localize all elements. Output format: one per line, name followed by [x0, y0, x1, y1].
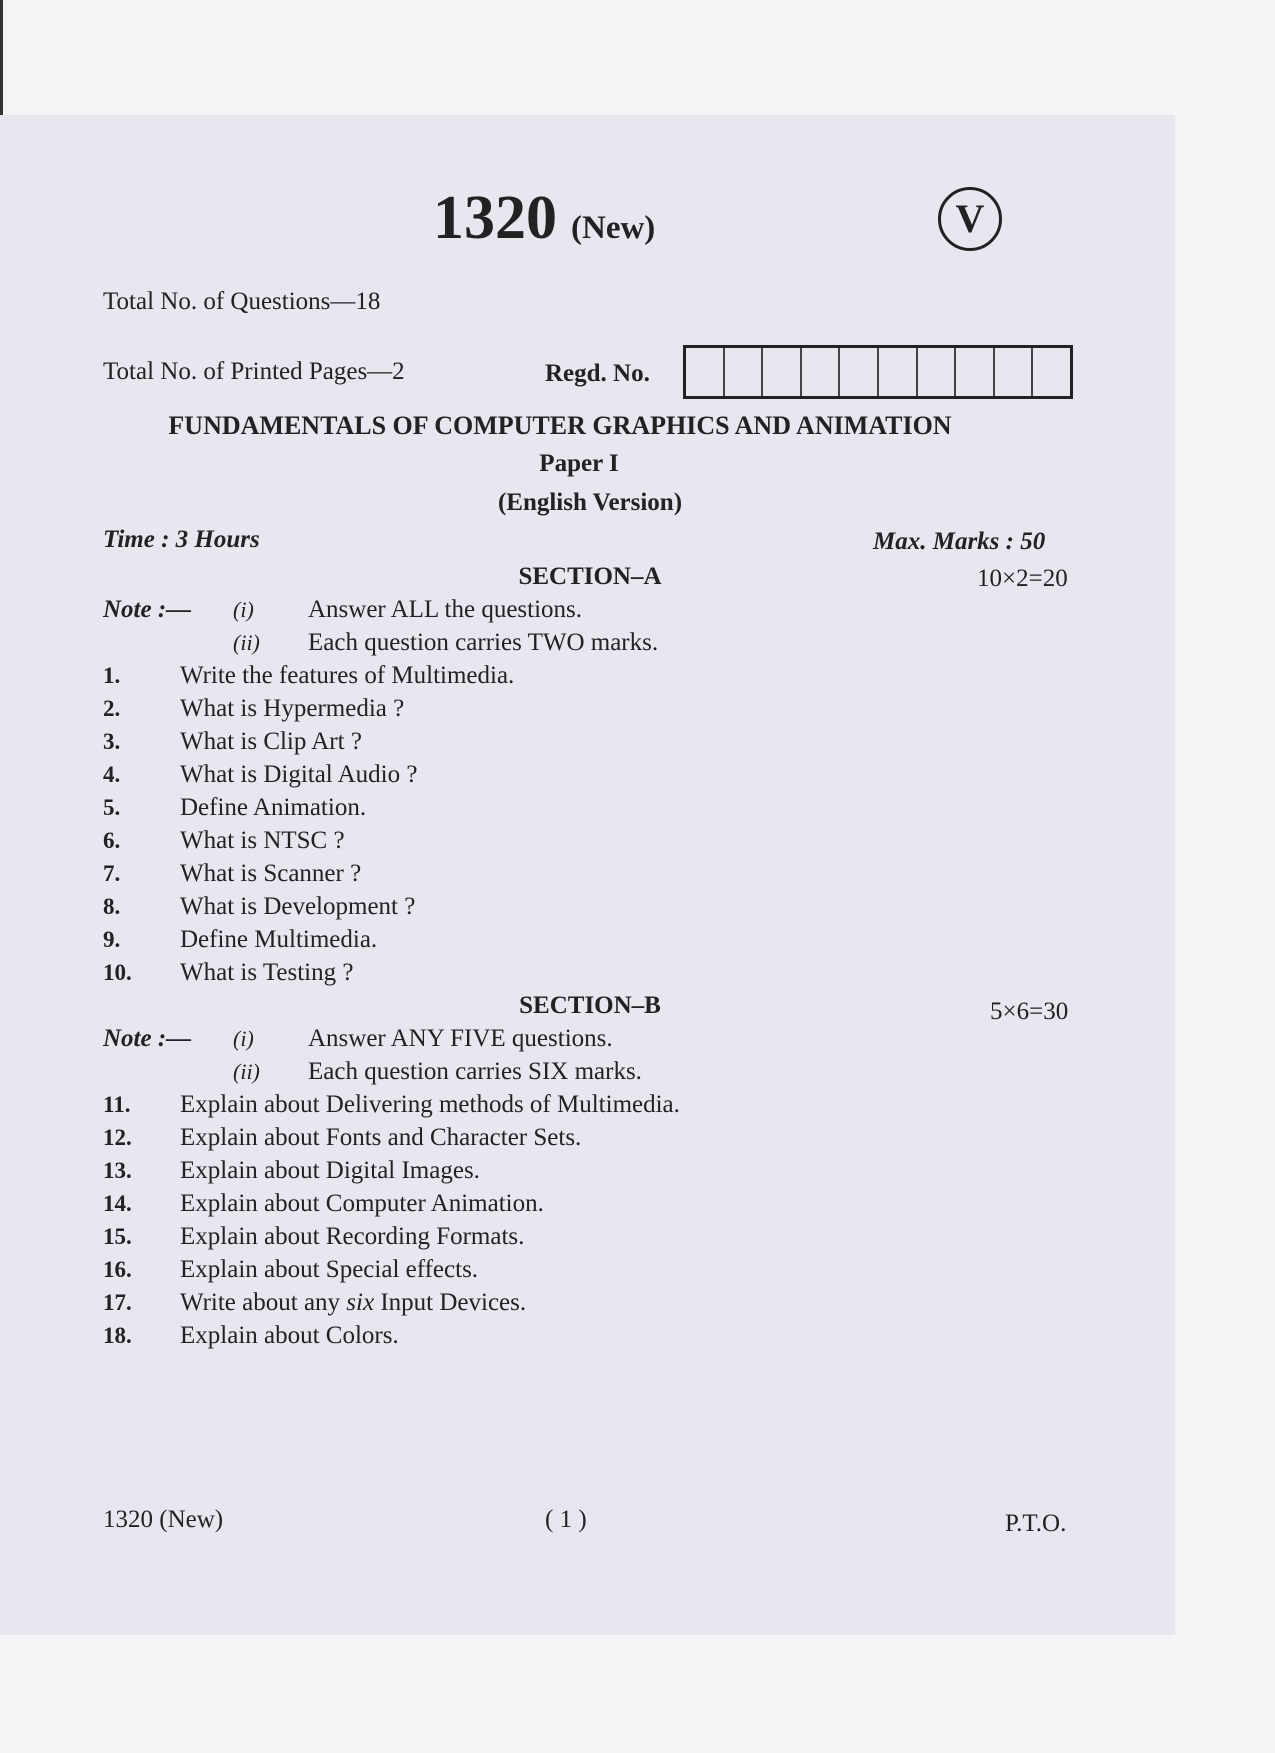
total-printed-pages: Total No. of Printed Pages—2 — [103, 358, 405, 385]
subject-title: FUNDAMENTALS OF COMPUTER GRAPHICS AND ANIMATION — [168, 411, 952, 440]
regd-digit-box[interactable] — [802, 348, 841, 396]
question-text: What is Digital Audio ? — [180, 761, 418, 788]
section-a-note-label: Note :— — [103, 596, 192, 623]
question-number: 16. — [103, 1257, 132, 1282]
question-number: 13. — [103, 1158, 132, 1183]
question-text: Explain about Delivering methods of Multimedia. — [180, 1091, 680, 1118]
max-marks: Max. Marks : 50 — [873, 528, 1046, 555]
question-number: 9. — [103, 927, 121, 952]
question-number: 10. — [103, 960, 132, 985]
pto-mark: P.T.O. — [1005, 1510, 1067, 1537]
section-b-note-label: Note :— — [103, 1025, 192, 1052]
question-number: 3. — [103, 729, 121, 754]
question-text: Define Multimedia. — [180, 926, 378, 953]
question-number: 15. — [103, 1224, 132, 1249]
regd-digit-box[interactable] — [763, 348, 802, 396]
question-text: Explain about Colors. — [180, 1322, 399, 1349]
question-number: 12. — [103, 1125, 132, 1150]
exam-sheet — [0, 115, 1175, 1635]
section-a-marks: 10×2=20 — [977, 565, 1068, 592]
question-text: Explain about Digital Images. — [180, 1157, 480, 1184]
question-number: 14. — [103, 1191, 132, 1216]
regd-digit-box[interactable] — [956, 348, 995, 396]
regd-digit-box[interactable] — [918, 348, 957, 396]
question-number: 18. — [103, 1323, 132, 1348]
regd-digit-box[interactable] — [725, 348, 764, 396]
question-number: 8. — [103, 894, 121, 919]
question-number: 17. — [103, 1290, 132, 1315]
regd-no-label: Regd. No. — [545, 360, 650, 387]
paper-version: (English Version) — [497, 489, 683, 516]
note-text: Answer ANY FIVE questions. — [308, 1025, 613, 1052]
time-allowed: Time : 3 Hours — [103, 526, 260, 553]
scan-edge — [0, 0, 3, 115]
paper-tag: (New) — [571, 210, 656, 246]
question-text: What is Clip Art ? — [180, 728, 362, 755]
note-number: (ii) — [233, 630, 260, 655]
paper-number: Paper I — [539, 450, 619, 477]
question-text: What is Testing ? — [180, 959, 354, 986]
regd-digit-box[interactable] — [995, 348, 1034, 396]
note-number: (i) — [233, 1026, 254, 1051]
section-b-marks: 5×6=30 — [990, 998, 1069, 1025]
question-number: 1. — [103, 663, 121, 688]
question-text: Explain about Special effects. — [180, 1256, 479, 1283]
regd-digit-box[interactable] — [840, 348, 879, 396]
regd-digit-box[interactable] — [1033, 348, 1070, 396]
question-text: What is Scanner ? — [180, 860, 362, 887]
page-number: ( 1 ) — [545, 1506, 587, 1533]
question-number: 2. — [103, 696, 121, 721]
question-text-part: Write about any — [180, 1289, 347, 1316]
note-text: Answer ALL the questions. — [308, 596, 583, 623]
note-number: (i) — [233, 597, 254, 622]
question-text: Define Animation. — [180, 794, 367, 821]
note-number: (ii) — [233, 1059, 260, 1084]
section-a-heading: SECTION–A — [518, 563, 662, 590]
question-text: Explain about Computer Animation. — [180, 1190, 544, 1217]
paper-code: 1320 — [433, 184, 557, 252]
question-text — [180, 1287, 526, 1319]
total-questions: Total No. of Questions—18 — [103, 288, 381, 315]
paper-code-heading — [433, 183, 655, 263]
footer-paper-code: 1320 (New) — [103, 1506, 224, 1533]
regd-digit-box[interactable] — [686, 348, 725, 396]
question-text: Write the features of Multimedia. — [180, 662, 515, 689]
regd-digit-box[interactable] — [879, 348, 918, 396]
question-number: 4. — [103, 762, 121, 787]
question-text: Explain about Recording Formats. — [180, 1223, 525, 1250]
version-badge: V — [938, 187, 1002, 251]
question-number: 6. — [103, 828, 121, 853]
question-text: What is Development ? — [180, 893, 416, 920]
question-text-part: Input Devices. — [374, 1289, 527, 1316]
section-b-heading: SECTION–B — [519, 992, 661, 1019]
question-text: What is Hypermedia ? — [180, 695, 405, 722]
question-number: 11. — [103, 1092, 131, 1117]
question-number: 5. — [103, 795, 121, 820]
regd-no-boxes — [683, 345, 1073, 399]
note-text: Each question carries TWO marks. — [308, 629, 659, 656]
question-text-emphasis: six — [346, 1289, 375, 1316]
question-number: 7. — [103, 861, 121, 886]
note-text: Each question carries SIX marks. — [308, 1058, 642, 1085]
question-text: What is NTSC ? — [180, 827, 345, 854]
question-text: Explain about Fonts and Character Sets. — [180, 1124, 582, 1151]
